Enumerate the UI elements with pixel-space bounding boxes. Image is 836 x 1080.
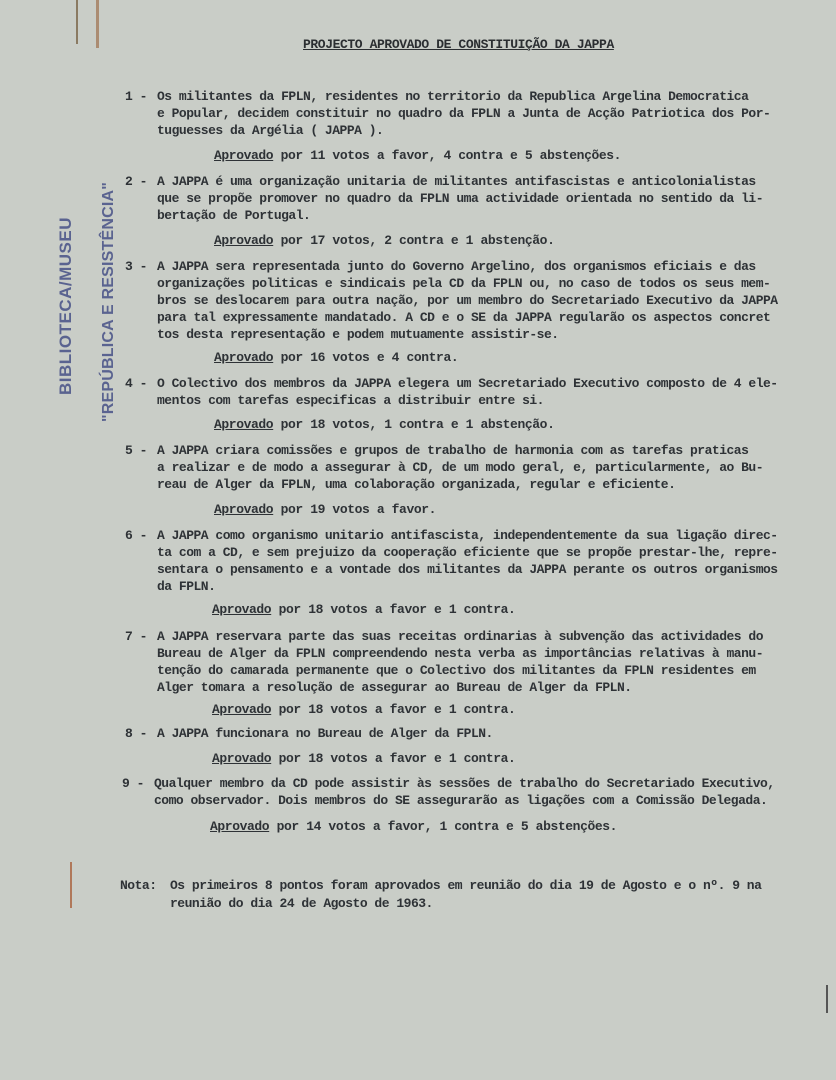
article-number: 3 - (125, 259, 147, 274)
article-line: mentos com tarefas especificas a distribuir entre si. (157, 393, 544, 408)
article-number: 5 - (125, 443, 147, 458)
vote-count: por 19 votos a favor. (273, 502, 437, 517)
vote-result-2 (214, 233, 554, 248)
article-line: A JAPPA como organismo unitario antifascista, independentemente da sua ligação direc- (157, 528, 778, 543)
approved-label: Aprovado (212, 702, 272, 717)
article-line: Os militantes da FPLN, residentes no territorio da Republica Argelina Democratica (157, 89, 749, 104)
paper-mark-right-edge (826, 985, 828, 1013)
paper-mark-left-bracket (70, 862, 72, 908)
article-line: que se propõe promover no quadro da FPLN uma actividade orientada no sentido da li- (157, 191, 764, 206)
article-9 (122, 775, 775, 809)
article-line: Bureau de Alger da FPLN compreendendo nesta verba as importâncias relativas à manu- (157, 646, 764, 661)
page-title: PROJECTO APROVADO DE CONSTITUIÇÃO DA JAPPA (303, 37, 614, 52)
article-line: a realizar e de modo a assegurar à CD, de um modo geral, e, particularmente, ao Bu- (157, 460, 764, 475)
vote-result-6 (212, 602, 515, 617)
article-number: 9 - (122, 776, 144, 791)
vote-count: por 18 votos a favor e 1 contra. (271, 751, 516, 766)
approved-label: Aprovado (212, 602, 272, 617)
approved-label: Aprovado (214, 233, 274, 248)
article-line: ta com a CD, e sem prejuizo da cooperação eficiente que se propõe prestar-lhe, repre- (157, 545, 778, 560)
vote-count: por 16 votos e 4 contra. (273, 350, 459, 365)
approved-label: Aprovado (214, 417, 274, 432)
archive-stamp (36, 181, 117, 422)
article-line: A JAPPA é uma organização unitaria de militantes antifascistas e anticolonialistas (157, 174, 756, 189)
article-line: bros se deslocarem para outra nação, por um membro do Secretariado Executivo da JAPPA (157, 293, 778, 308)
article-number: 2 - (125, 174, 147, 189)
article-number: 7 - (125, 629, 147, 644)
vote-count: por 14 votos a favor, 1 contra e 5 abstenções. (269, 819, 618, 834)
article-line: tos desta representação e podem mutuamente assistir-se. (157, 327, 559, 342)
article-line: sentara o pensamento e a vontade dos militantes da JAPPA perante os outros organismos (157, 562, 778, 577)
vote-result-3 (214, 350, 458, 365)
vote-count: por 18 votos, 1 contra e 1 abstenção. (273, 417, 555, 432)
vote-count: por 18 votos a favor e 1 contra. (271, 602, 516, 617)
article-line: como observador. Dois membros do SE assegurarão as ligações com a Comissão Delegada. (154, 793, 768, 808)
footnote-label: Nota: (120, 878, 157, 893)
article-line: tuguesses da Argélia ( JAPPA ). (157, 123, 384, 138)
article-3 (125, 258, 778, 343)
vote-count: por 11 votos a favor, 4 contra e 5 abstenções. (273, 148, 622, 163)
approved-label: Aprovado (212, 751, 272, 766)
article-line: A JAPPA reservara parte das suas receitas ordinarias à subvenção das actividades do (157, 629, 764, 644)
article-number: 6 - (125, 528, 147, 543)
article-4 (125, 375, 778, 409)
article-line: bertação de Portugal. (157, 208, 311, 223)
article-5 (125, 442, 763, 493)
article-line: e Popular, decidem constituir no quadro da FPLN a Junta de Acção Patriotica dos Por- (157, 106, 771, 121)
article-2 (125, 173, 763, 224)
article-1 (125, 88, 770, 139)
stamp-line-1: BIBLIOTECA/MUSEU (56, 217, 75, 395)
stamp-line-2: "REPÚBLICA E RESISTÊNCIA" (100, 181, 117, 422)
vote-result-1 (214, 148, 621, 163)
approved-label: Aprovado (214, 350, 274, 365)
vote-result-5 (214, 502, 436, 517)
footnote-line: reunião do dia 24 de Agosto de 1963. (170, 896, 433, 911)
vote-result-4 (214, 417, 554, 432)
footnote-line: Os primeiros 8 pontos foram aprovados em reunião do dia 19 de Agosto e o nº. 9 na (170, 878, 762, 893)
article-line: A JAPPA funcionara no Bureau de Alger da FPLN. (157, 726, 493, 741)
article-line: tenção do camarada permanente que o Colectivo dos militantes da FPLN residentes em (157, 663, 756, 678)
article-line: organizações politicas e sindicais pela CD da FPLN ou, no caso de todos os seus mem- (157, 276, 771, 291)
article-8 (125, 725, 493, 742)
approved-label: Aprovado (214, 148, 274, 163)
article-number: 8 - (125, 726, 147, 741)
footnote (120, 877, 761, 913)
article-number: 4 - (125, 376, 147, 391)
paper-mark-top-left-1 (76, 0, 78, 44)
vote-result-7 (212, 702, 515, 717)
vote-count: por 18 votos a favor e 1 contra. (271, 702, 516, 717)
article-line: A JAPPA sera representada junto do Governo Argelino, dos organismos eficiais e das (157, 259, 756, 274)
article-6 (125, 527, 778, 595)
article-7 (125, 628, 763, 696)
approved-label: Aprovado (210, 819, 270, 834)
article-line: O Colectivo dos membros da JAPPA elegera um Secretariado Executivo composto de 4 ele- (157, 376, 778, 391)
article-line: A JAPPA criara comissões e grupos de trabalho de harmonia com as tarefas praticas (157, 443, 749, 458)
article-line: da FPLN. (157, 579, 216, 594)
article-number: 1 - (125, 89, 147, 104)
vote-result-9 (210, 819, 617, 834)
article-line: para tal expressamente mandatado. A CD e o SE da JAPPA regularão os aspectos concret (157, 310, 771, 325)
paper-mark-top-left-2 (96, 0, 99, 48)
article-line: Qualquer membro da CD pode assistir às sessões de trabalho do Secretariado Executivo, (154, 776, 775, 791)
vote-count: por 17 votos, 2 contra e 1 abstenção. (273, 233, 555, 248)
article-line: reau de Alger da FPLN, uma colaboração organizada, regular e eficiente. (157, 477, 676, 492)
vote-result-8 (212, 751, 515, 766)
article-line: Alger tomara a resolução de assegurar ao Bureau de Alger da FPLN. (157, 680, 632, 695)
approved-label: Aprovado (214, 502, 274, 517)
